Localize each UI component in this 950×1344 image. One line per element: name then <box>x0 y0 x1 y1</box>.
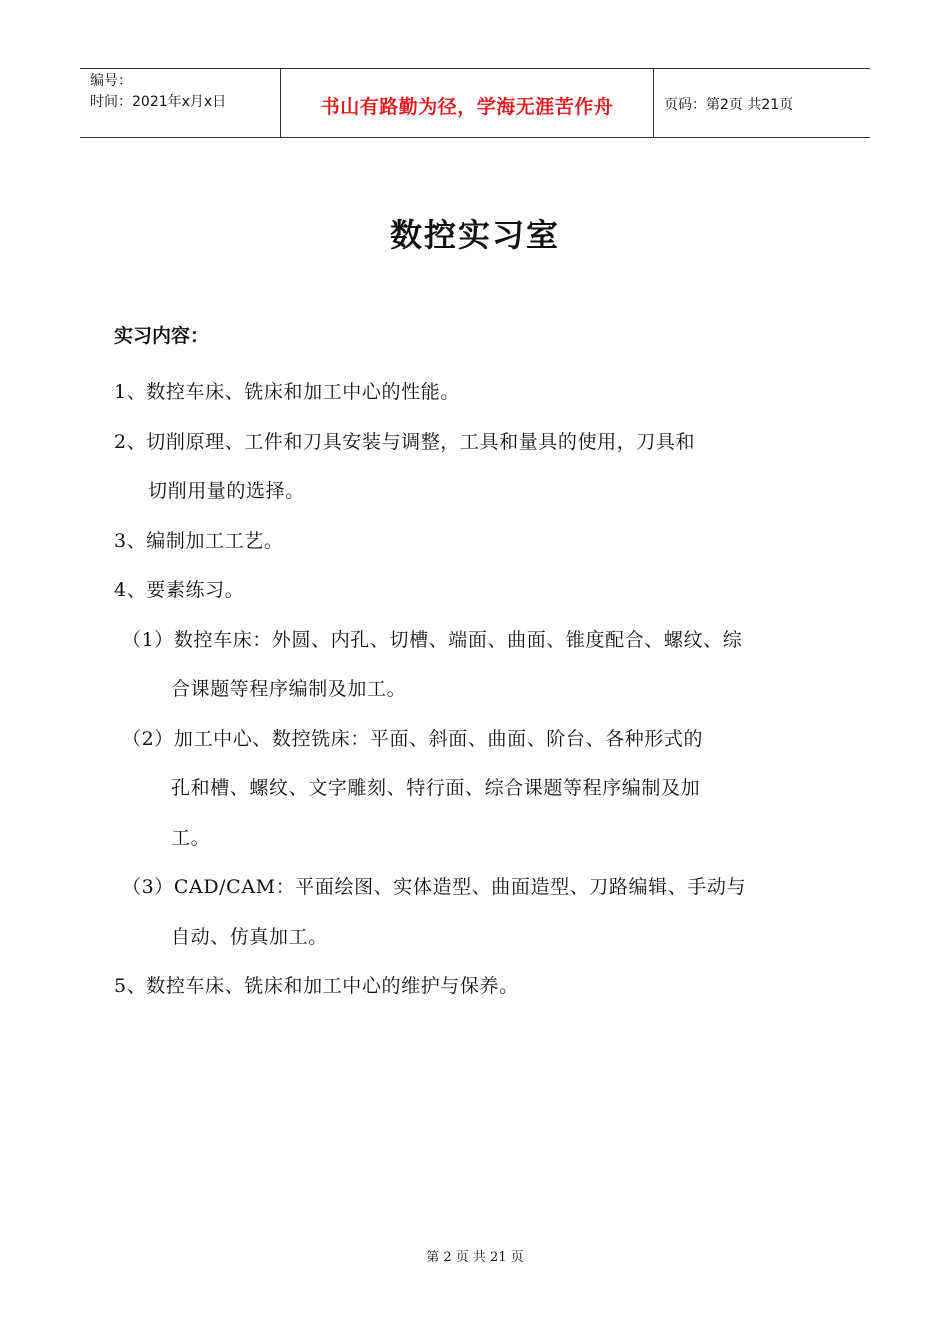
content-list <box>114 368 834 1012</box>
page-title: 数控实习室 <box>389 216 560 254</box>
sub-item: （3）CAD/CAM：平面绘图、实体造型、曲面造型、刀路编辑、手动与 <box>122 876 747 898</box>
sub-item-continuation: 孔和槽、螺纹、文字雕刻、特行面、综合课题等程序编制及加 <box>171 777 701 799</box>
sub-item: （1）数控车床：外圆、内孔、切槽、端面、曲面、锥度配合、螺纹、综 <box>122 628 743 651</box>
sub-item-continuation: 自动、仿真加工。 <box>171 925 328 948</box>
list-item: 1、数控车床、铣床和加工中心的性能。 <box>114 381 460 403</box>
page-footer: 第 2 页 共 21 页 <box>426 1250 524 1265</box>
section-heading: 实习内容： <box>114 325 210 347</box>
serial-label: 编号： <box>90 73 132 89</box>
page-header <box>80 68 870 138</box>
header-page-info: 页码：第2页 共21页 <box>664 97 794 113</box>
sub-item: （2）加工中心、数控铣床：平面、斜面、曲面、阶台、各种形式的 <box>122 727 704 750</box>
header-meta <box>80 69 281 137</box>
list-item: 3、编制加工工艺。 <box>114 529 284 552</box>
list-item: 4、要素练习。 <box>114 579 245 601</box>
list-item-continuation: 切削用量的选择。 <box>148 480 305 502</box>
sub-item-continuation: 工。 <box>171 826 211 849</box>
date-label: 时间：2021年x月x日 <box>90 94 227 110</box>
document-body <box>114 318 834 1012</box>
list-item: 2、切削原理、工件和刀具安装与调整，工具和量具的使用，刀具和 <box>114 430 696 453</box>
sub-item-continuation: 合课题等程序编制及加工。 <box>171 678 407 700</box>
list-item: 5、数控车床、铣床和加工中心的维护与保养。 <box>114 975 519 997</box>
header-motto: 书山有路勤为径，学海无涯苦作舟 <box>281 69 654 137</box>
